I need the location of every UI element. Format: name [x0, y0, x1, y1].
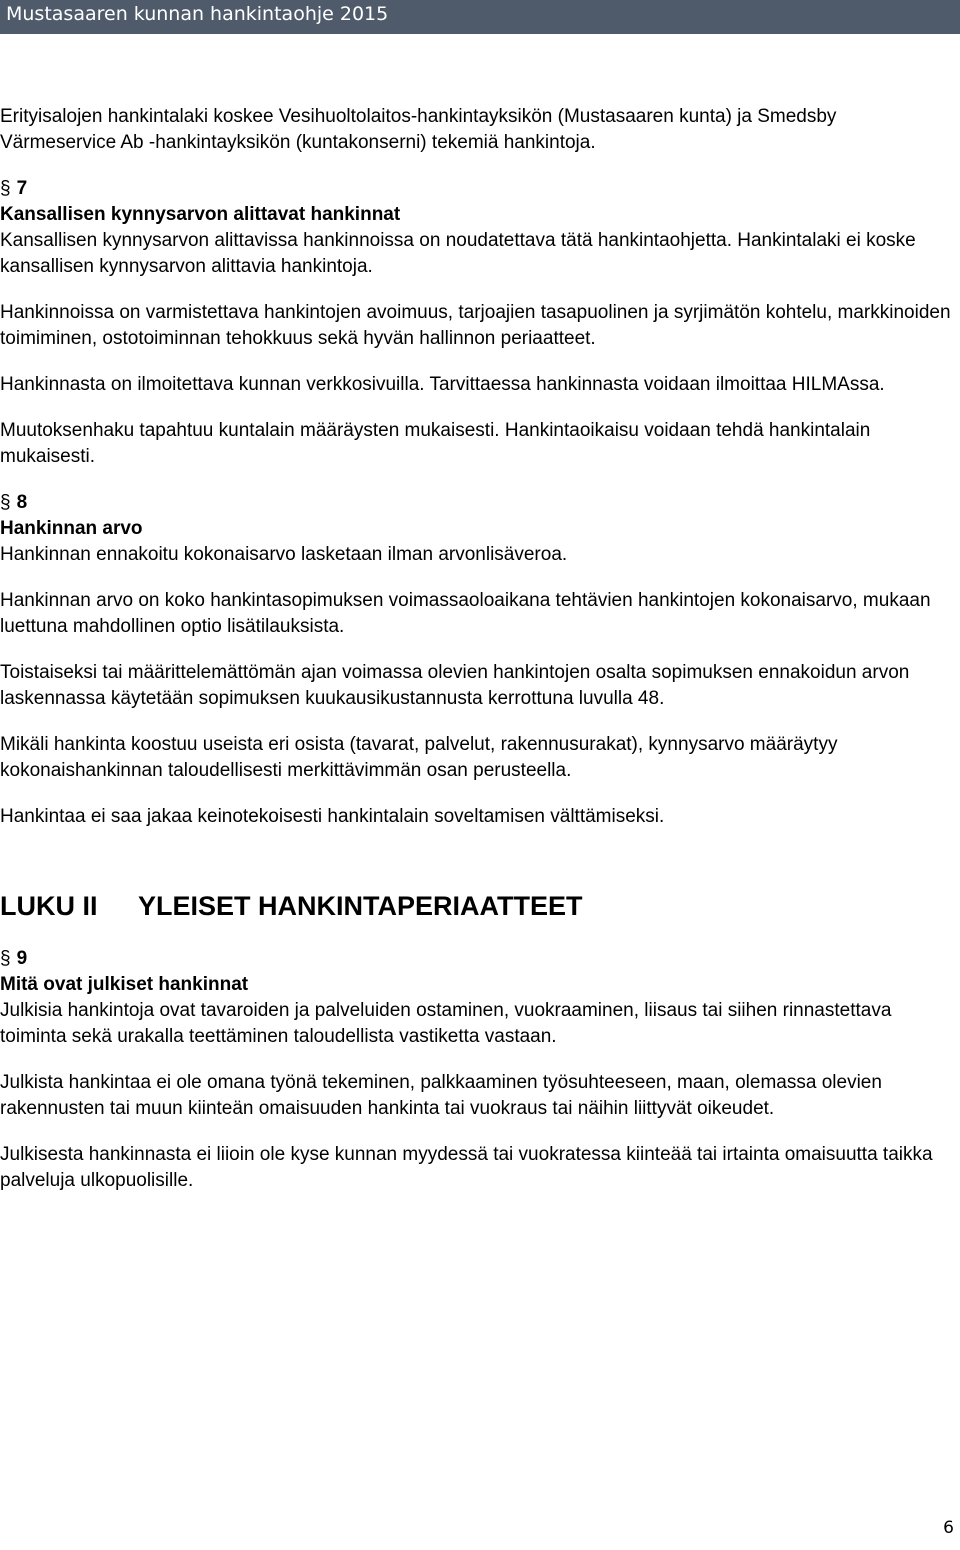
section-7-paragraph-3: Hankinnasta on ilmoitettava kunnan verkkosivuilla. Tarvittaessa hankinnasta voidaan ilmoittaa HILMAssa.	[0, 374, 885, 395]
document-title: Mustasaaren kunnan hankintaohje 2015	[6, 3, 389, 25]
section-sign-icon: §	[0, 178, 11, 199]
chapter-label: LUKU II	[0, 891, 98, 921]
paragraph-intro: Erityisalojen hankintalaki koskee Vesihuoltolaitos-hankintayksikön (Mustasaaren kunta) ja Smedsby Värmeservice Ab -hankintayksikön (kuntakonserni) tekemiä hankintoja.	[0, 106, 837, 153]
section-8-paragraph-1: Hankinnan ennakoitu kokonaisarvo lasketaan ilman arvonlisäveroa.	[0, 544, 568, 565]
section-number: 7	[16, 178, 28, 199]
section-9-paragraph-2: Julkista hankintaa ei ole omana työnä tekeminen, palkkaaminen työsuhteeseen, maan, olemassa olevien rakennusten tai muun kiinteän omaisuuden hankinta tai vuokraus tai näihin liittyvät oikeudet.	[0, 1072, 882, 1119]
section-7-paragraph-4: Muutoksenhaku tapahtuu kuntalain määräysten mukaisesti. Hankintaoikaisu voidaan tehdä hankintalain mukaisesti.	[0, 420, 871, 467]
section-8-paragraph-2: Hankinnan arvo on koko hankintasopimuksen voimassaoloaikana tehtävien hankintojen kokonaisarvo, mukaan luettuna mahdollinen optio lisätilauksista.	[0, 590, 931, 637]
section-7-title: Kansallisen kynnysarvon alittavat hankinnat	[0, 204, 401, 225]
section-8-heading	[0, 490, 955, 516]
section-9-paragraph-1: Julkisia hankintoja ovat tavaroiden ja palveluiden ostaminen, vuokraaminen, liisaus tai siihen rinnastettava toiminta sekä urakalla teettäminen taloudellista vastiketta vastaan.	[0, 1000, 892, 1047]
section-8-paragraph-5: Hankintaa ei saa jakaa keinotekoisesti hankintalain soveltamisen välttämiseksi.	[0, 806, 665, 827]
section-8-paragraph-4: Mikäli hankinta koostuu useista eri osista (tavarat, palvelut, rakennusurakat), kynnysarvo määräytyy kokonaishankinnan taloudellisesti merkittävimmän osan perusteella.	[0, 734, 838, 781]
chapter-title: YLEISET HANKINTAPERIAATTEET	[138, 891, 583, 921]
section-8-title: Hankinnan arvo	[0, 518, 143, 539]
page-number: 6	[943, 1518, 954, 1538]
section-7-paragraph-1: Kansallisen kynnysarvon alittavissa hankinnoissa on noudatettava tätä hankintaohjetta. Hankintalaki ei koske kansallisen kynnysarvon alittavia hankintoja.	[0, 230, 916, 277]
chapter-heading	[0, 886, 955, 926]
section-7-heading	[0, 176, 955, 202]
section-sign-icon: §	[0, 492, 11, 513]
section-9-title: Mitä ovat julkiset hankinnat	[0, 974, 249, 995]
section-number: 9	[16, 948, 28, 969]
section-9-paragraph-3: Julkisesta hankinnasta ei liioin ole kyse kunnan myydessä tai vuokratessa kiinteää tai irtainta omaisuutta taikka palveluja ulkopuolisille.	[0, 1144, 933, 1191]
section-number: 8	[16, 492, 28, 513]
section-8-paragraph-3: Toistaiseksi tai määrittelemättömän ajan voimassa olevien hankintojen osalta sopimuksen ennakoidun arvon laskennassa käytetään sopimuksen kuukausikustannusta kerrottuna luvulla 48.	[0, 662, 910, 709]
page-header	[0, 0, 960, 34]
section-7-paragraph-2: Hankinnoissa on varmistettava hankintojen avoimuus, tarjoajien tasapuolinen ja syrjimätön kohtelu, markkinoiden toimiminen, ostotoiminnan tehokkuus sekä hyvän hallinnon periaatteet.	[0, 302, 951, 349]
document-body	[0, 104, 955, 1214]
section-sign-icon: §	[0, 948, 11, 969]
section-9-heading	[0, 946, 955, 972]
